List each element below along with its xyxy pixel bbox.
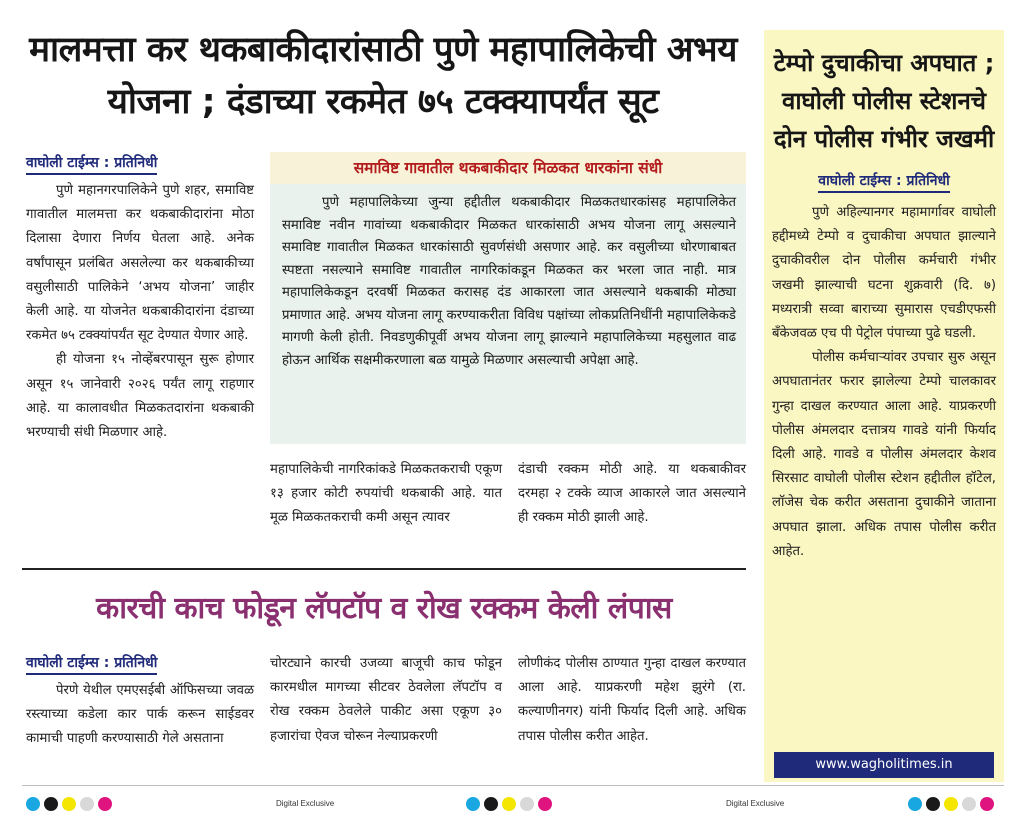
sidebar-headline: टेम्पो दुचाकीचा अपघात ; वाघोली पोलीस स्टेशनचे दोन पोलीस गंभीर जखमी bbox=[773, 49, 995, 153]
registration-dot bbox=[926, 797, 940, 811]
registration-dot bbox=[62, 797, 76, 811]
registration-dot bbox=[502, 797, 516, 811]
main-story-col1-text bbox=[26, 179, 254, 445]
website-link[interactable]: www.wagholitimes.in bbox=[774, 752, 994, 778]
paragraph: पोलीस कर्मचाऱ्यांवर उपचार सुरु असून अपघातानंतर फरार झालेल्या टेम्पो चालकावर गुन्हा दाखल करण्यात आला आहे. याप्रकरणी पोलीस अंमलदार दत्तात्रय गावडे यांनी फिर्याद दिली आहे. गावडे व पोलीस अंमलदार केशव सिरसाट वाघोली पोलीस स्टेशन हद्दीतील हॉटेल, लॉजेस चेक करीत असताना दुचाकीने जाताना अपघात झाला. अधिक तपास पोलीस करीत आहेत. bbox=[772, 350, 996, 559]
second-story-byline: वाघोली टाईम्स : प्रतिनिधी bbox=[26, 653, 157, 675]
registration-dot bbox=[26, 797, 40, 811]
paragraph: पुणे महानगरपालिकेने पुणे शहर, समाविष्ट गावातील मालमत्ता कर थकबाकीदारांना मोठा दिलासा देणारा निर्णय घेतला आहे. अनेक वर्षांपासून प्रलंबित असलेल्या कर थकबाकीच्या वसुलीसाठी पालिकेने ‘अभय योजना’ जाहीर केली आहे. या योजनेत थकबाकीदारांना दंडाच्या रकमेत ७५ टक्क्यांपर्यंत सूट देण्यात येणार आहे. bbox=[26, 183, 254, 344]
registration-dot bbox=[908, 797, 922, 811]
registration-dot bbox=[538, 797, 552, 811]
registration-dot bbox=[944, 797, 958, 811]
main-headline: मालमत्ता कर थकबाकीदारांसाठी पुणे महापालिकेची अभय योजना ; दंडाच्या रकमेत ७५ टक्क्यापर्यंत सूट bbox=[29, 30, 737, 122]
second-story-col1-text bbox=[26, 679, 254, 752]
paragraph: पेरणे येथील एमएसईबी ऑफिसच्या जवळ रस्त्याच्या कडेला कार पार्क करून साईडवर कामाची पाहणी करण्यासाठी गेले असताना bbox=[26, 683, 254, 747]
second-story-column-3: लोणीकंद पोलीस ठाण्यात गुन्हा दाखल करण्यात आला आहे. याप्रकरणी महेश झुरंगे (रा. कल्याणीनगर) यांनी फिर्याद दिली आहे. अधिक तपास पोलीस करीत आहेत. bbox=[518, 656, 746, 744]
sidebar-story bbox=[764, 30, 1004, 782]
registration-dot bbox=[44, 797, 58, 811]
sidebar-byline-wrap bbox=[764, 170, 1004, 193]
paragraph: ही योजना १५ नोव्हेंबरपासून सुरू होणार असून १५ जानेवारी २०२६ पर्यंत लागू राहणार आहे. या कालावधीत मिळकतदारांना थकबाकी भरण्याची संधी मिळणार आहे. bbox=[26, 352, 254, 441]
main-story-byline: वाघोली टाईम्स : प्रतिनिधी bbox=[26, 153, 157, 175]
registration-dot bbox=[962, 797, 976, 811]
registration-marks-right bbox=[908, 797, 994, 811]
registration-dot bbox=[980, 797, 994, 811]
paragraph: पुणे अहिल्यानगर महामार्गावर वाघोली हद्दीमध्ये टेम्पो व दुचाकीचा अपघात झाल्याने दुचाकीवरील दोन पोलीस कर्मचारी गंभीर जखमी झाल्याची घटना शुक्रवारी (दि. ७) मध्यरात्री सव्वा बाराच्या सुमारास एचडीएफसी बँकेजवळ एच पी पेट्रोल पंपाच्या पुढे घडली. bbox=[772, 205, 996, 342]
highlight-box-text bbox=[270, 184, 746, 372]
registration-dot bbox=[520, 797, 534, 811]
registration-dot bbox=[466, 797, 480, 811]
registration-dot bbox=[80, 797, 94, 811]
registration-dot bbox=[484, 797, 498, 811]
second-story-column-2: चोरट्याने कारची उजव्या बाजूची काच फोडून कारमधील मागच्या सीटवर ठेवलेला लॅपटॉप व रोख रक्कम ठेवलेले पाकीट असा एकूण ३० हजारांचा ऐवज चोरून नेल्याप्रकरणी bbox=[270, 656, 502, 744]
main-story-column-2: महापालिकेची नागरिकांकडे मिळकतकराची एकूण १३ हजार कोटी रुपयांची थकबाकी आहे. यात मूळ मिळकतकराची कमी असून त्यावर bbox=[270, 462, 502, 526]
second-headline: कारची काच फोडून लॅपटॉप व रोख रक्कम केली लंपास bbox=[96, 591, 672, 626]
highlight-box bbox=[270, 152, 746, 444]
paragraph: पुणे महापालिकेच्या जुन्या हद्दीतील थकबाकीदार मिळकतधारकांसह महापालिकेत समाविष्ट नवीन गावांच्या थकबाकीदार मिळकत धारकांसाठी अभय योजना लागू असल्याने समाविष्ट गावातील मिळकत धारकांसाठी सुवर्णसंधी असणार आहे. कर वसुलीच्या धोरणाबाबत स्पष्टता नसल्याने समाविष्ट गावातील नागरिकांकडून मिळकत कर भरला जात नाही. मात्र महापालिकेकडून दरवर्षी मिळकत करासह दंड आकारला जात असल्याने थकबाकी मोठ्या प्रमाणात आहे. अभय योजना लागू करण्याकरीता विविध पक्षांच्या लोकप्रतिनिधींनी महापालिकेकडे मागणी केली होती. निवडणुकीपूर्वी अभय योजना लागू झाल्याने महापालिकेच्या महसुलात वाढ होऊन आर्थिक सक्षमीकरणाला बळ यामुळे मिळणार असल्याची अपेक्षा आहे. bbox=[282, 195, 736, 368]
sidebar-byline: वाघोली टाईम्स : प्रतिनिधी bbox=[818, 171, 949, 193]
sidebar-text bbox=[764, 197, 1004, 564]
main-story-column-3: दंडाची रक्कम मोठी आहे. या थकबाकीवर दरमहा २ टक्के व्याज आकारले जात असल्याने ही रक्कम मोठी झाली आहे. bbox=[518, 462, 746, 526]
footer-label-right: Digital Exclusive bbox=[726, 799, 785, 808]
section-divider bbox=[22, 568, 746, 570]
footer-divider bbox=[22, 785, 1004, 786]
registration-dot bbox=[98, 797, 112, 811]
footer-label-left: Digital Exclusive bbox=[276, 799, 335, 808]
main-story-column-1 bbox=[26, 152, 254, 445]
second-story-column-1 bbox=[26, 652, 254, 752]
registration-marks-center bbox=[466, 797, 552, 811]
highlight-box-title: समाविष्ट गावातील थकबाकीदार मिळकत धारकांना संधी bbox=[270, 152, 746, 184]
registration-marks-left bbox=[26, 797, 112, 811]
